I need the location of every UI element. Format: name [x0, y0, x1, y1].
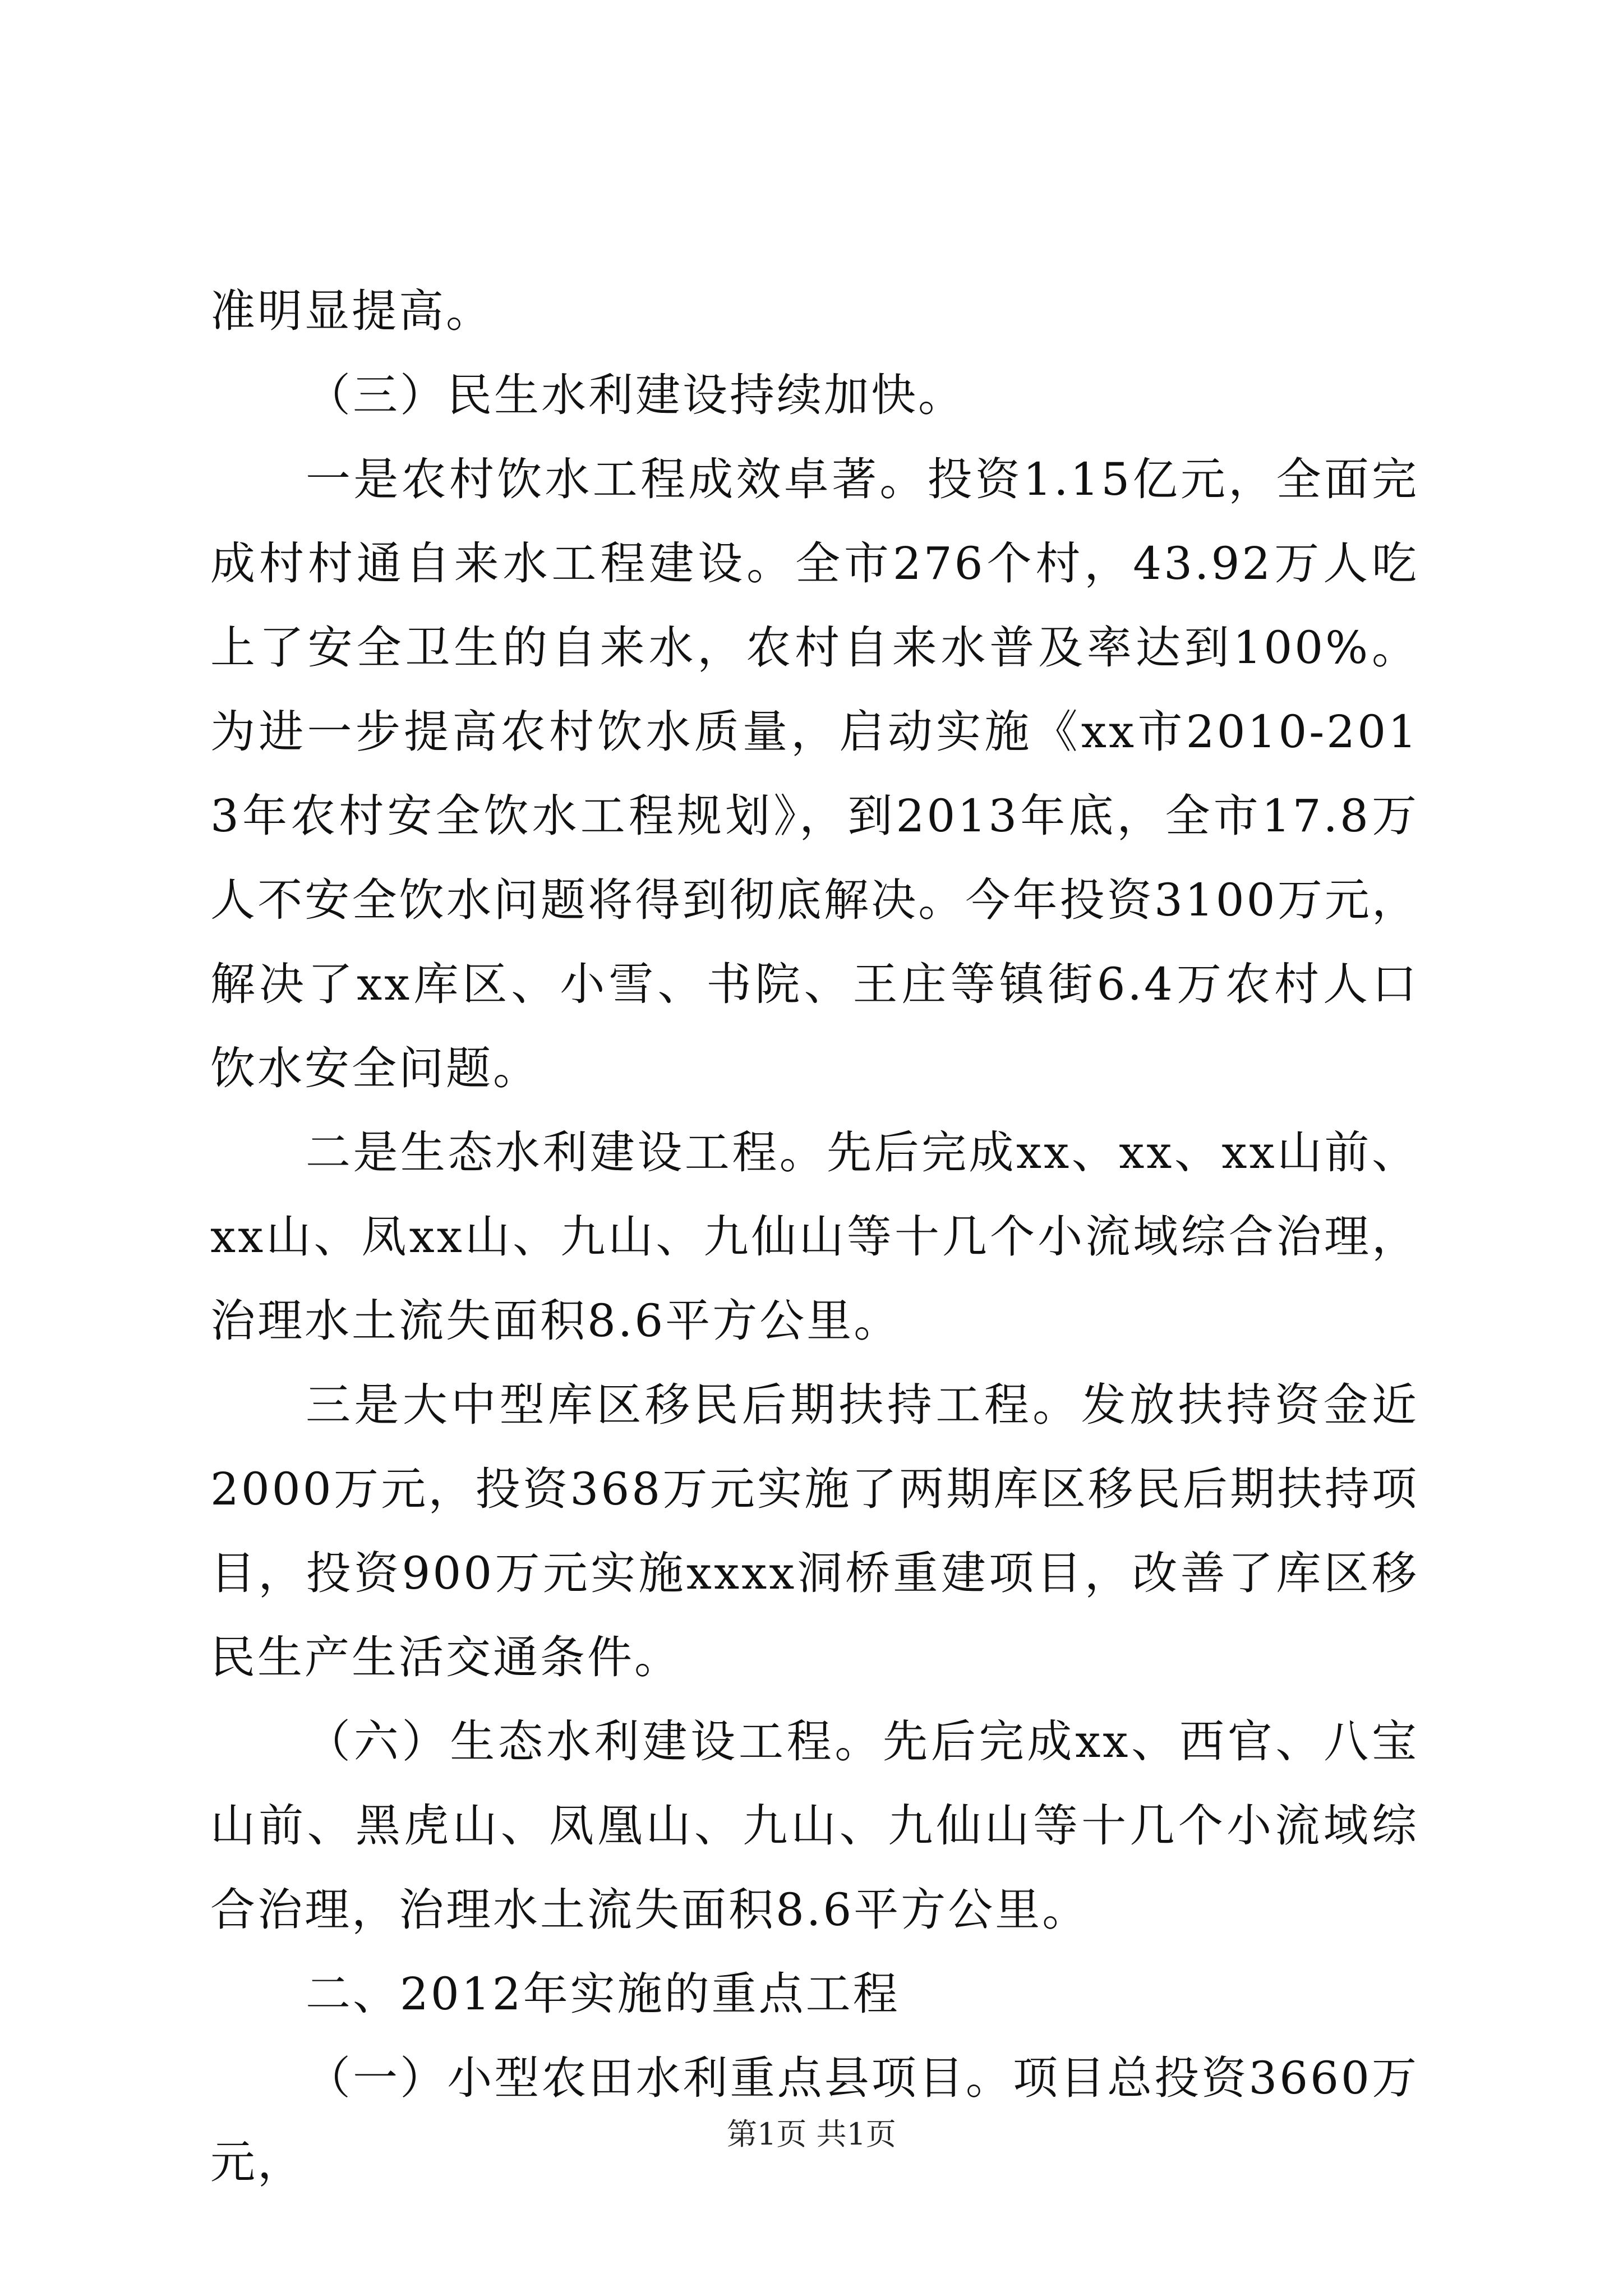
paragraph-section-heading-six: （六）生态水利建设工程。先后完成xx、西官、八宝山前、黑虎山、凤凰山、九山、九仙山等十几个小流域综合治理，治理水土流失面积8.6平方公里。	[210, 1715, 1419, 1936]
paragraph-reservoir-migrants: 三是大中型库区移民后期扶持工程。发放扶持资金近2000万元，投资368万元实施了两期库区移民后期扶持项目，投资900万元实施xxxx洞桥重建项目，改善了库区移民生产生活交通条件。	[210, 1379, 1419, 1683]
paragraph-farmland-water-project: （一）小型农田水利重点县项目。项目总投资3660万元，	[210, 2052, 1419, 2188]
page-footer: 第1页 共1页	[727, 2116, 896, 2152]
paragraph-continuation: 准明显提高。	[210, 285, 493, 337]
document-body	[210, 269, 1419, 2205]
paragraph-ecological-water: 二是生态水利建设工程。先后完成xx、xx、xx山前、xx山、凤xx山、九山、九仙山等十几个小流域综合治理，治理水土流失面积8.6平方公里。	[210, 1126, 1419, 1347]
paragraph-heading-2012-projects: 二、2012年实施的重点工程	[306, 1968, 900, 2020]
paragraph-rural-drinking-water: 一是农村饮水工程成效卓著。投资1.15亿元，全面完成村村通自来水工程建设。全市276个村，43.92万人吃上了安全卫生的自来水，农村自来水普及率达到100%。为进一步提高农村饮水质量，启动实施《xx市2010-2013年农村安全饮水工程规划》，到2013年底，全市17.8万人不安全饮水问题将得到彻底解决。今年投资3100万元，解决了xx库区、小雪、书院、王庄等镇街6.4万农村人口饮水安全问题。	[210, 453, 1419, 1094]
paragraph-section-heading-three: （三）民生水利建设持续加快。	[306, 369, 965, 421]
